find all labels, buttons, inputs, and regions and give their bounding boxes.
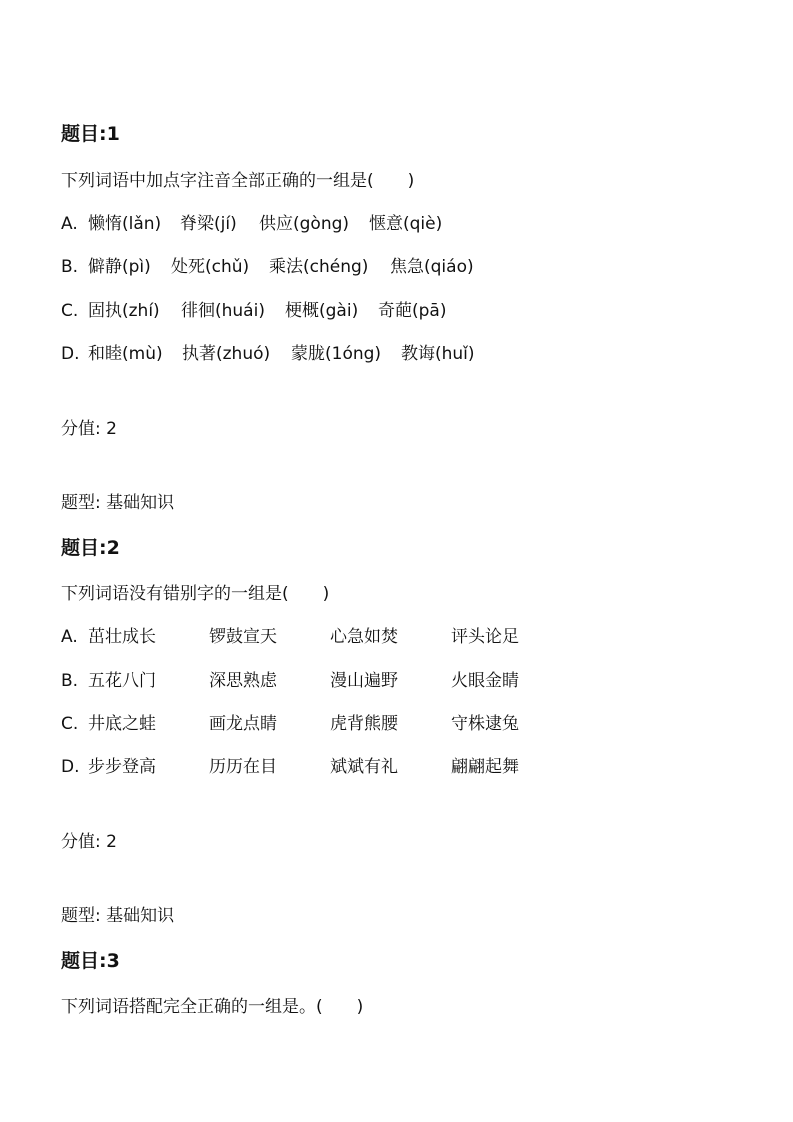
option-letter: C. [61,714,79,734]
option-word: 步步登高 [88,757,156,777]
option-word: 奇葩(pā) [378,301,447,321]
option-word: 翩翩起舞 [451,757,519,777]
question-1-score: 分值: 2 [61,419,117,439]
option-word: 茁壮成长 [88,627,156,647]
option-word: 梗概(gài) [285,301,359,321]
option-word: 焦急(qiáo) [390,257,474,277]
question-3-stem: 下列词语搭配完全正确的一组是。( ) [61,997,364,1017]
option-word: 处死(chǔ) [171,257,250,277]
option-word: 懒惰(lǎn) [88,214,162,234]
option-word: 教诲(huǐ) [401,344,475,364]
option-word: 蒙胧(1óng) [291,344,382,364]
question-2-stem: 下列词语没有错别字的一组是( ) [61,584,330,604]
option-letter: D. [61,757,80,777]
option-word: 井底之蛙 [88,714,156,734]
option-letter: C. [61,301,79,321]
option-word: 评头论足 [451,627,519,647]
option-word: 脊梁(jí) [180,214,237,234]
option-word: 火眼金睛 [451,671,519,691]
option-word: 锣鼓宣天 [209,627,277,647]
option-letter: A. [61,214,78,234]
option-word: 画龙点睛 [209,714,277,734]
option-letter: B. [61,257,79,277]
question-2-title: 题目:2 [61,537,120,559]
option-word: 历历在目 [209,757,277,777]
question-1-type: 题型: 基础知识 [61,493,175,513]
option-letter: A. [61,627,78,647]
option-word: 惬意(qiè) [369,214,443,234]
option-word: 深思熟虑 [209,671,277,691]
question-1-stem: 下列词语中加点字注音全部正确的一组是( ) [61,171,415,191]
option-word: 供应(gòng) [259,214,350,234]
option-word: 心急如焚 [330,627,398,647]
option-word: 漫山遍野 [330,671,398,691]
option-word: 乘法(chéng) [269,257,369,277]
question-2-score: 分值: 2 [61,832,117,852]
option-word: 执著(zhuó) [182,344,271,364]
option-word: 和睦(mù) [88,344,163,364]
question-3-title: 题目:3 [61,950,120,972]
option-word: 斌斌有礼 [330,757,398,777]
option-letter: B. [61,671,79,691]
option-word: 固执(zhí) [88,301,160,321]
option-word: 守株逮兔 [451,714,519,734]
option-word: 徘徊(huái) [181,301,265,321]
option-word: 虎背熊腰 [330,714,398,734]
option-word: 僻静(pì) [88,257,151,277]
option-letter: D. [61,344,80,364]
question-2-type: 题型: 基础知识 [61,906,175,926]
question-1-title: 题目:1 [61,123,120,145]
option-word: 五花八门 [88,671,156,691]
